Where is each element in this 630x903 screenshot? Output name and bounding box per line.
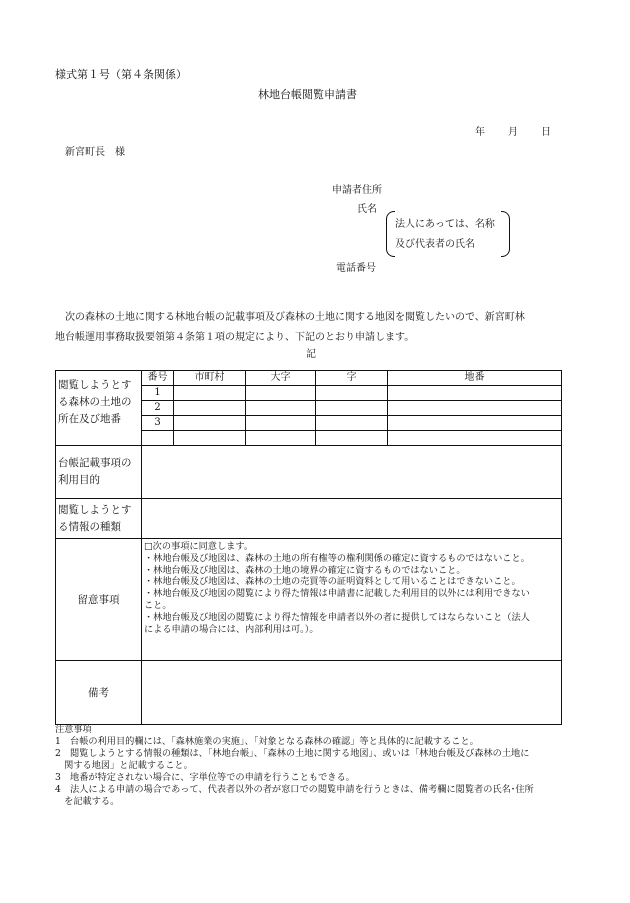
notes-item: ・林地台帳及び地図の閲覧により得た情報を申請者以外の者に提供してはならないこと（法人 <box>144 611 530 623</box>
municipality-cell[interactable] <box>174 416 246 431</box>
purpose-field[interactable] <box>142 446 562 499</box>
notes-label: 留意事項 <box>56 539 142 661</box>
bracket-right <box>501 211 510 257</box>
oaza-cell[interactable] <box>246 431 316 446</box>
oaza-cell[interactable] <box>246 386 316 401</box>
oaza-cell[interactable] <box>246 416 316 431</box>
addressee: 新宮町長 様 <box>65 147 125 158</box>
corporate-note-line1: 法人にあっては、名称 <box>395 219 495 230</box>
purpose-row <box>56 446 562 499</box>
municipality-cell[interactable] <box>174 431 246 446</box>
body-text-line1: 次の森林の土地に関する林地台帳の記載事項及び森林の土地に関する地図を閲覧したいので、新宮町林 <box>65 312 525 323</box>
info-type-label: 閲覧しようとす る情報の種類 <box>56 499 142 539</box>
aza-cell[interactable] <box>316 401 388 416</box>
footnote-item: 関する地図」と記載すること。 <box>55 760 193 771</box>
oaza-cell[interactable] <box>246 401 316 416</box>
header-number: 番号 <box>142 371 174 386</box>
applicant-address-label: 申請者住所 <box>332 185 382 196</box>
footnote-item: 3 地番が特定されない場合に、字単位等での申請を行うこともできる。 <box>55 772 355 783</box>
footnote-item: 1 台帳の利用目的欄には、「森林施業の実施」、「対象となる森林の確認」等と具体的に記載すること。 <box>55 736 479 747</box>
chiban-cell[interactable] <box>388 401 562 416</box>
chiban-cell[interactable] <box>388 386 562 401</box>
notes-row <box>56 539 562 661</box>
body-text-line2: 地台帳運用事務取扱要領第４条第１項の規定により、下記のとおり申請します。 <box>55 332 415 343</box>
info-type-field[interactable] <box>142 499 562 539</box>
aza-cell[interactable] <box>316 416 388 431</box>
table-header-row <box>56 371 562 386</box>
purpose-label: 台帳記載事項の 利用目的 <box>56 446 142 499</box>
notes-item: ・林地台帳及び地図は、森林の土地の境界の確定に資するものではないこと。 <box>144 564 466 576</box>
row-number: 2 <box>142 401 174 416</box>
notes-item: ・林地台帳及び地図は、森林の土地の所有権等の権利関係の確定に資するものではないこと。 <box>144 552 530 564</box>
notes-item: こと。 <box>144 599 172 611</box>
form-title: 林地台帳閲覧申請書 <box>258 88 357 101</box>
notes-item: による申請の場合には、内部利用は可。）。 <box>144 623 319 635</box>
applicant-name-label: 氏名 <box>357 204 377 215</box>
info-type-row <box>56 499 562 539</box>
chiban-cell[interactable] <box>388 431 562 446</box>
row-number: 1 <box>142 386 174 401</box>
notes-item: ・林地台帳及び地図は、森林の土地の売買等の証明資料として用いることはできないこと。 <box>144 576 521 588</box>
footnotes <box>55 724 534 808</box>
header-oaza: 大字 <box>246 371 316 386</box>
aza-cell[interactable] <box>316 431 388 446</box>
date-month-label: 月 <box>508 127 518 138</box>
bracket-left <box>386 211 395 257</box>
date-year-label: 年 <box>475 127 485 138</box>
notes-item: ・林地台帳及び地図の閲覧により得た情報は申請書に記載した利用目的以外には利用できない <box>144 588 530 600</box>
application-table <box>55 370 562 725</box>
location-label: 閲覧しようとす る森林の土地の 所在及び地番 <box>56 371 142 446</box>
row-number <box>142 431 174 446</box>
form-number: 様式第１号（第４条関係） <box>55 68 187 81</box>
footnote-item: を記載する。 <box>55 796 120 807</box>
municipality-cell[interactable] <box>174 401 246 416</box>
remarks-label: 備考 <box>56 661 142 725</box>
footnote-item: 4 法人による申請の場合であって、代表者以外の者が窓口での閲覧申請を行うときは、備考欄に閲覧者の氏名･住所 <box>55 784 534 795</box>
applicant-phone-label: 電話番号 <box>336 263 376 274</box>
agree-checkbox[interactable]: □次の事項に同意します。 <box>144 541 254 552</box>
header-aza: 字 <box>316 371 388 386</box>
remarks-row <box>56 661 562 725</box>
corporate-note-line2: 及び代表者の氏名 <box>395 239 475 250</box>
chiban-cell[interactable] <box>388 416 562 431</box>
header-chiban: 地番 <box>388 371 562 386</box>
footnotes-heading: 注意事項 <box>55 724 92 735</box>
notes-content <box>142 539 562 661</box>
municipality-cell[interactable] <box>174 386 246 401</box>
footnote-item: 2 閲覧しようとする情報の種類は、「林地台帳」、「森林の土地に関する地図」、或いは「林地台帳及び森林の土地に <box>55 748 530 759</box>
aza-cell[interactable] <box>316 386 388 401</box>
date-day-label: 日 <box>541 127 551 138</box>
row-number: 3 <box>142 416 174 431</box>
ki-label: 記 <box>306 349 316 360</box>
header-municipality: 市町村 <box>174 371 246 386</box>
remarks-field[interactable] <box>142 661 562 725</box>
